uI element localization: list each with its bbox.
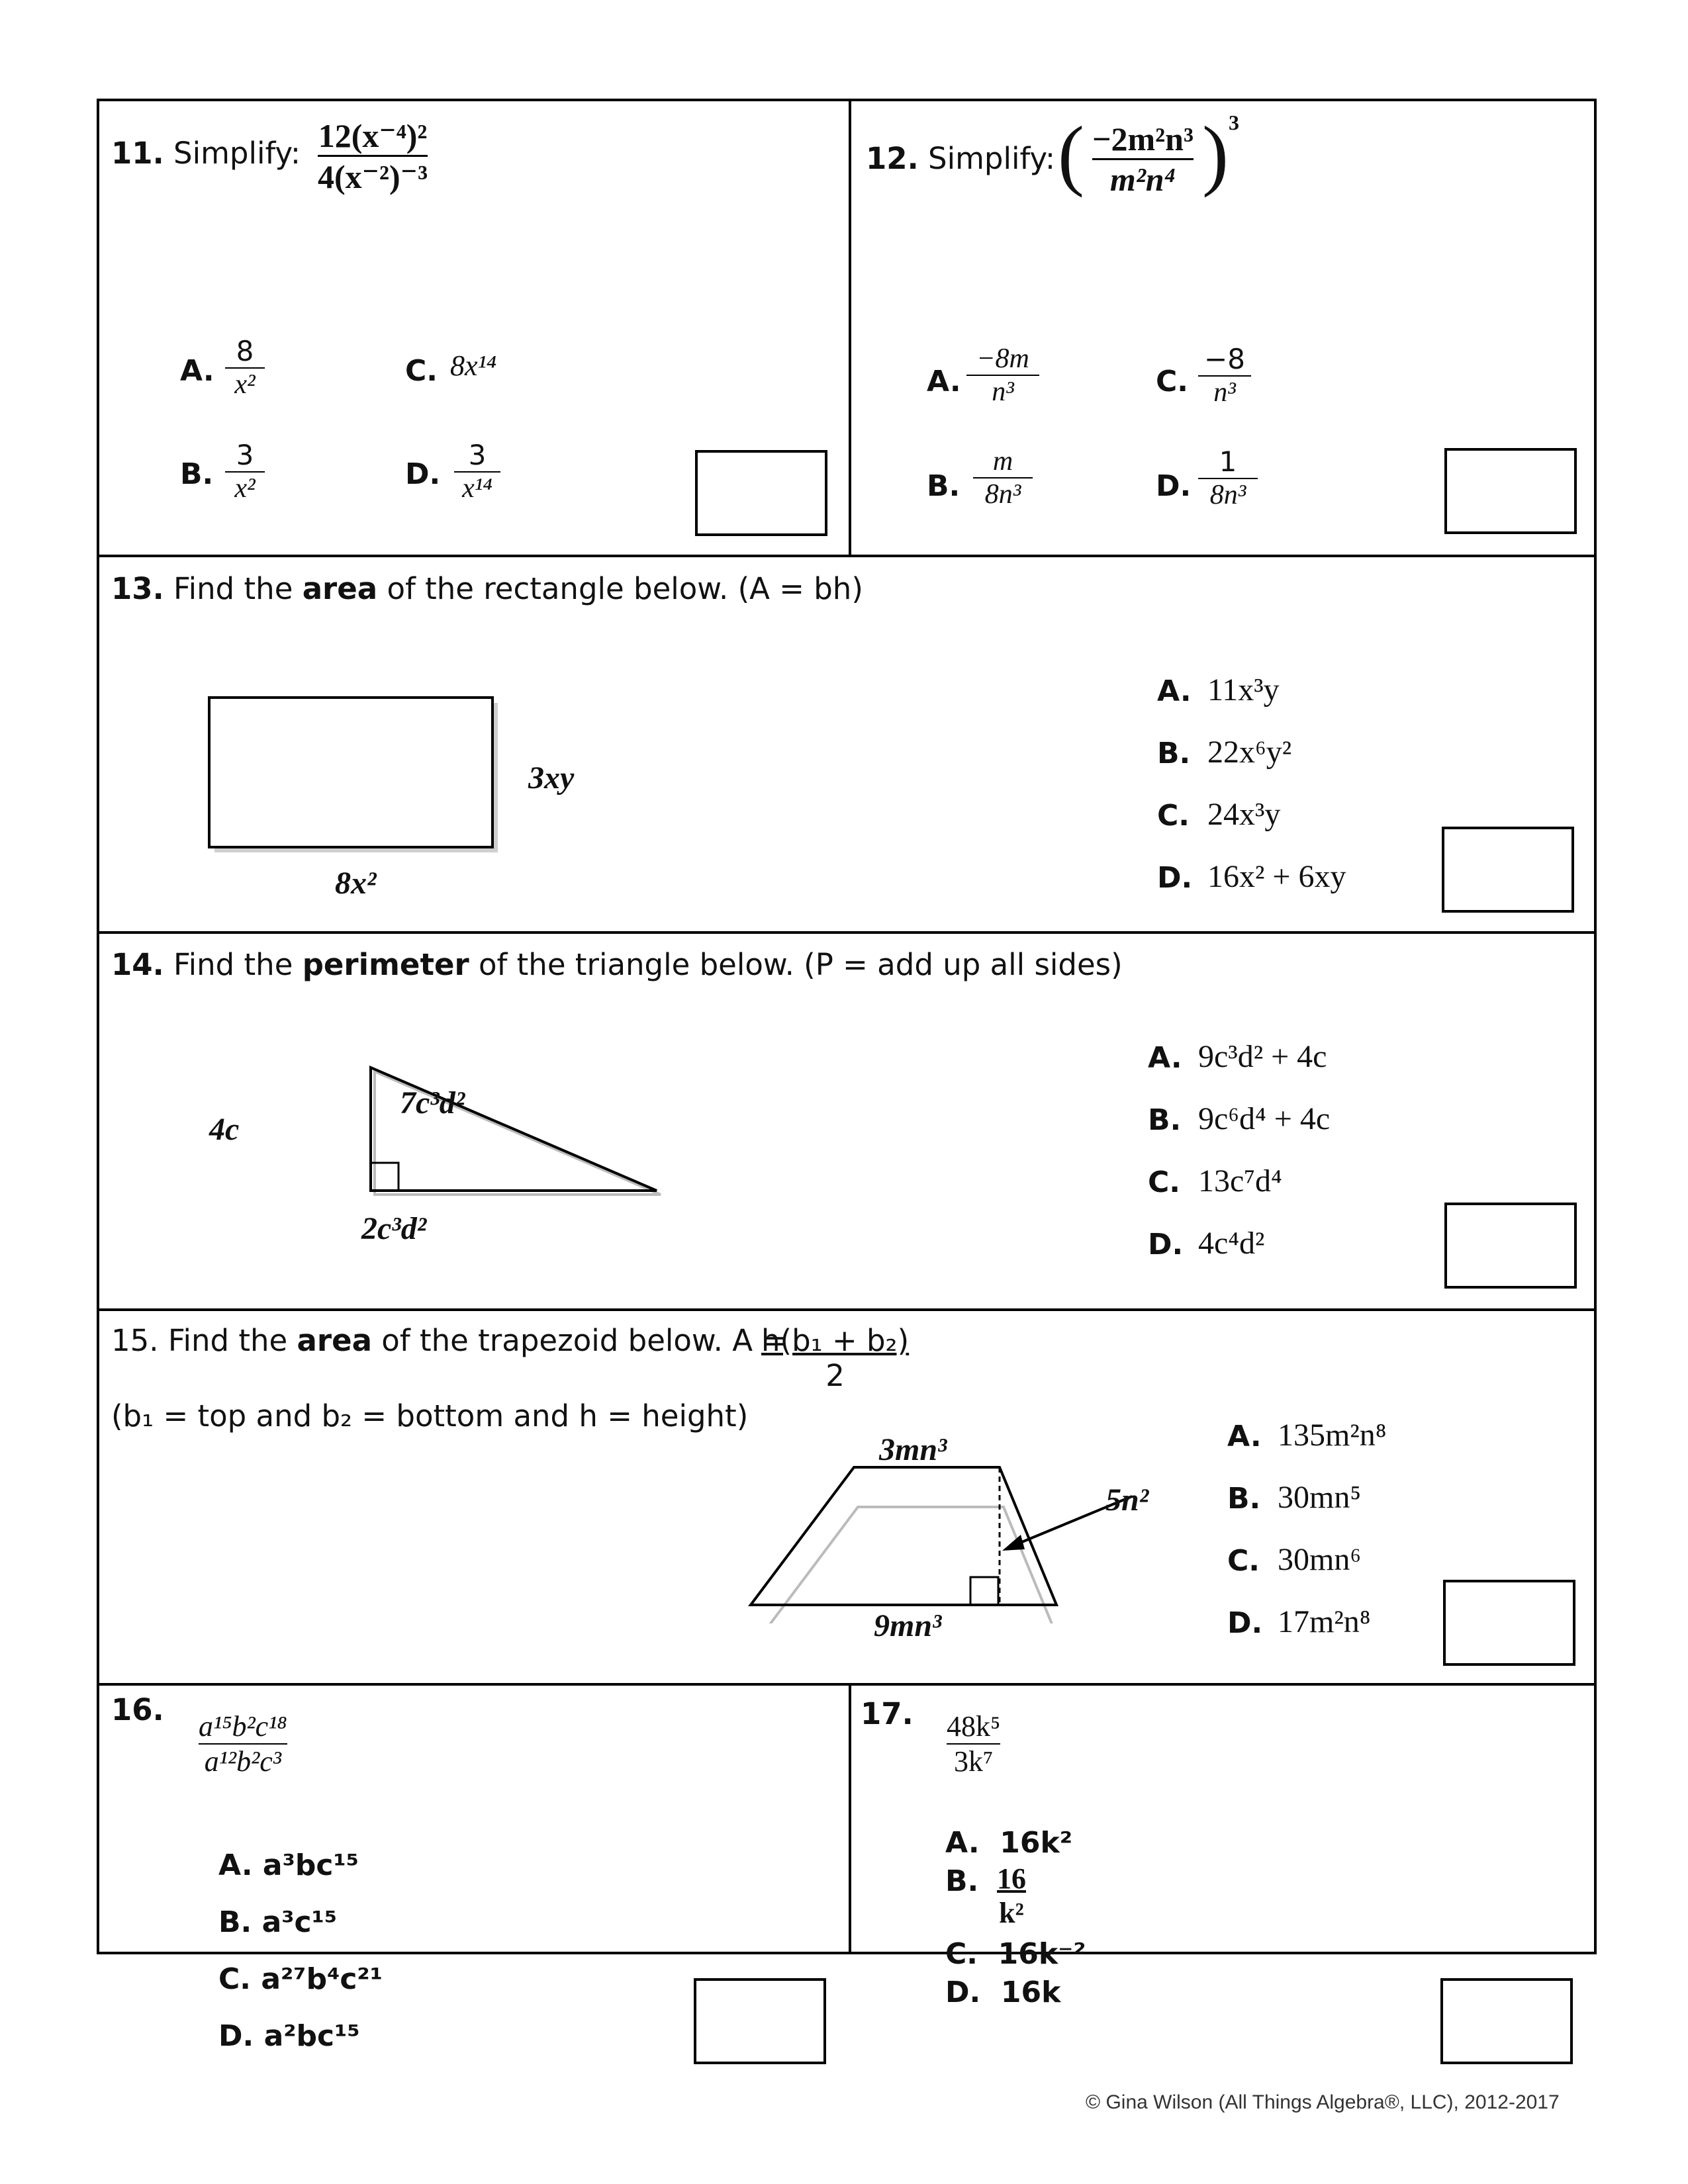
option-a-text[interactable]: 9c³d² + 4c — [1198, 1039, 1327, 1074]
option-text: a³c¹⁵ — [261, 1905, 338, 1939]
option-d-fraction[interactable] — [1198, 445, 1258, 511]
prompt-text: Find the — [173, 947, 303, 982]
numerator: m — [992, 446, 1013, 477]
option-label: A. — [945, 1826, 980, 1860]
numerator: −8m — [976, 343, 1029, 374]
numerator: 3 — [468, 439, 487, 471]
denominator: x¹⁴ — [462, 473, 492, 504]
triangle-figure — [265, 1061, 675, 1213]
formula-denominator: 2 — [825, 1358, 845, 1393]
prompt-text: of the rectangle below. (A = bh) — [377, 571, 863, 606]
option-a-fraction[interactable] — [225, 335, 265, 400]
expression-numerator: −2m²n³ — [1092, 120, 1194, 158]
expression-numerator: 12(x⁻⁴)² — [318, 117, 428, 154]
option-d-text[interactable]: 16x² + 6xy — [1207, 859, 1346, 894]
answer-box-17[interactable] — [1440, 1978, 1573, 2064]
option-b-label: B. — [1227, 1482, 1261, 1516]
expression-denominator: a¹²b²c³ — [204, 1745, 281, 1778]
trapezoid-bottom-label: 9mn³ — [874, 1608, 942, 1643]
option-c-text[interactable]: 13c⁷d⁴ — [1198, 1163, 1282, 1199]
trapezoid-top-label: 3mn³ — [879, 1432, 947, 1467]
answer-box-16[interactable] — [694, 1978, 826, 2064]
copyright-footer: © Gina Wilson (All Things Algebra®, LLC), 2012-2017 — [1086, 2091, 1560, 2113]
prompt-text: of the trapezoid below. A = — [372, 1323, 787, 1358]
option-a-label: A. — [180, 354, 214, 388]
triangle-hypotenuse-label: 7c³d² — [400, 1085, 465, 1120]
option-c-label: C. — [1156, 365, 1189, 398]
row-divider — [99, 1683, 1594, 1686]
option-b-text[interactable]: 9c⁶d⁴ + 4c — [1198, 1101, 1331, 1136]
option-text: a²⁷b⁴c²¹ — [261, 1962, 383, 1996]
option-label: D. — [218, 2019, 254, 2053]
option-label: B. — [218, 1905, 252, 1939]
row-divider — [99, 1308, 1594, 1311]
question-number: 17. — [861, 1696, 914, 1731]
right-angle-marker-icon — [970, 1577, 998, 1605]
option-a-label: A. — [1227, 1420, 1262, 1453]
left-paren-icon: ( — [1058, 110, 1084, 198]
rectangle-height-label: 3xy — [528, 760, 575, 796]
option-d-label: D. — [1156, 469, 1192, 503]
prompt-text: of the triangle below. (P = add up all sides) — [469, 947, 1123, 982]
expression-denominator: 4(x⁻²)⁻³ — [318, 158, 428, 195]
option-c[interactable] — [945, 1937, 1086, 1971]
option-b-label: B. — [180, 457, 214, 491]
option-c-text[interactable]: 30mn⁶ — [1278, 1542, 1362, 1577]
question-13-prompt — [111, 571, 863, 606]
option-c-label: C. — [405, 354, 438, 388]
formula-numerator: h(b₁ + b₂) — [761, 1323, 910, 1358]
right-paren-icon: ) — [1202, 110, 1229, 198]
option-a-fraction[interactable] — [966, 343, 1039, 408]
denominator: x² — [234, 369, 256, 400]
option-b-label: B. — [927, 469, 961, 503]
option-d-label: D. — [405, 457, 441, 491]
rectangle-shape — [209, 698, 492, 847]
column-divider — [849, 101, 851, 555]
expression-numerator: 48k⁵ — [947, 1710, 1001, 1743]
answer-box-13[interactable] — [1442, 827, 1574, 913]
option-a[interactable] — [218, 1848, 359, 1882]
answer-box-11[interactable] — [695, 450, 827, 536]
prompt-keyword: area — [297, 1323, 372, 1358]
option-d[interactable] — [945, 1976, 1060, 2009]
option-label: A. — [218, 1848, 253, 1882]
option-a-text[interactable]: 11x³y — [1207, 672, 1280, 707]
question-number: 12. — [866, 141, 919, 176]
arrow-head-icon — [1002, 1535, 1025, 1551]
row-divider — [99, 555, 1594, 557]
numerator: 8 — [236, 335, 254, 367]
option-a-label: A. — [1148, 1041, 1182, 1075]
option-text: 16k² — [1000, 1826, 1072, 1860]
option-b-text[interactable]: 30mn⁵ — [1278, 1480, 1362, 1515]
prompt-keyword: area — [302, 571, 378, 606]
question-number: 14. — [111, 947, 164, 982]
answer-box-12[interactable] — [1444, 448, 1577, 534]
question-11-expression — [318, 116, 428, 196]
option-b-fraction[interactable] — [997, 1862, 1026, 1931]
option-c-label: C. — [1157, 799, 1190, 833]
prompt-text: Simplify: — [173, 136, 301, 171]
option-b-label: B. — [1148, 1103, 1182, 1137]
answer-box-15[interactable] — [1443, 1580, 1575, 1666]
prompt-keyword: perimeter — [302, 947, 469, 982]
option-text: 16k⁻² — [998, 1937, 1086, 1971]
outer-exponent: 3 — [1229, 111, 1239, 134]
option-a-text[interactable]: 135m²n⁸ — [1278, 1418, 1387, 1453]
option-b-label: B. — [1157, 737, 1191, 770]
option-c-text[interactable]: 8x¹⁴ — [450, 349, 497, 382]
option-b-label: B. — [945, 1864, 979, 1898]
option-a-label: A. — [1157, 674, 1192, 708]
trapezoid-shape — [751, 1467, 1056, 1605]
option-label: D. — [945, 1976, 981, 2009]
triangle-bottom-label: 2c³d² — [361, 1211, 427, 1246]
numerator: 1 — [1219, 445, 1237, 478]
option-d[interactable] — [218, 2019, 360, 2053]
question-number: 11. — [111, 136, 164, 171]
option-label: C. — [945, 1937, 978, 1971]
option-text: a²bc¹⁵ — [263, 2019, 360, 2053]
option-a[interactable] — [945, 1826, 1072, 1860]
expression-numerator: a¹⁵b²c¹⁸ — [199, 1710, 287, 1743]
question-number: 16. — [111, 1692, 164, 1727]
rectangle-width-label: 8x² — [335, 866, 377, 901]
option-d-label: D. — [1148, 1228, 1184, 1261]
trapezoid-height-label: 5n² — [1105, 1482, 1149, 1518]
question-15-prompt — [111, 1323, 787, 1358]
numerator: 3 — [236, 439, 254, 471]
denominator: n³ — [992, 377, 1014, 407]
denominator: 8n³ — [1209, 480, 1246, 510]
option-b-fraction[interactable] — [973, 445, 1033, 510]
answer-box-14[interactable] — [1444, 1203, 1577, 1289]
option-c-label: C. — [1227, 1544, 1260, 1578]
prompt-text: Find the — [167, 1323, 297, 1358]
question-17-expression — [947, 1709, 1000, 1778]
rectangle-figure — [205, 694, 510, 859]
triangle-left-label: 4c — [209, 1112, 240, 1147]
prompt-text: Simplify: — [928, 141, 1056, 176]
denominator: x² — [234, 473, 256, 504]
numerator: 16 — [997, 1862, 1026, 1895]
option-d-fraction[interactable] — [454, 439, 500, 504]
option-c[interactable] — [218, 1962, 383, 1996]
denominator: k² — [999, 1897, 1024, 1929]
option-b-text[interactable]: 22x⁶y² — [1207, 735, 1292, 770]
question-11-prompt — [111, 136, 301, 171]
prompt-text: Find the — [173, 571, 303, 606]
expression-denominator: 3k⁷ — [954, 1745, 994, 1778]
row-divider — [99, 931, 1594, 934]
question-14-prompt — [111, 947, 1123, 982]
option-d-label: D. — [1157, 861, 1193, 895]
expression-denominator: m²n⁴ — [1109, 161, 1176, 198]
numerator: −8 — [1204, 343, 1245, 375]
option-label: C. — [218, 1962, 252, 1996]
option-c-label: C. — [1148, 1165, 1181, 1199]
option-c-text[interactable]: 24x³y — [1207, 797, 1281, 832]
question-16-expression — [199, 1709, 287, 1778]
option-d-text[interactable]: 17m²n⁸ — [1278, 1604, 1371, 1639]
question-12-prompt — [866, 141, 1055, 176]
denominator: n³ — [1213, 377, 1236, 408]
option-text: a³bc¹⁵ — [262, 1848, 359, 1882]
area-formula — [761, 1323, 909, 1393]
question-number: 13. — [111, 571, 164, 606]
option-a-label: A. — [927, 365, 961, 398]
option-d-text[interactable]: 4c⁴d² — [1198, 1226, 1265, 1261]
option-b-fraction[interactable] — [225, 439, 265, 504]
option-d-label: D. — [1227, 1606, 1263, 1640]
denominator: 8n³ — [984, 479, 1021, 510]
column-divider — [849, 1683, 851, 1952]
trapezoid-figure — [735, 1458, 1225, 1623]
option-text: 16k — [1000, 1976, 1061, 2009]
question-12-expression — [1092, 120, 1194, 199]
option-c-fraction[interactable] — [1198, 343, 1251, 408]
option-b[interactable] — [218, 1905, 337, 1939]
worksheet-table — [97, 99, 1597, 2053]
question-15-legend: (b₁ = top and b₂ = bottom and h = height) — [111, 1398, 749, 1433]
question-number: 15. — [111, 1323, 159, 1358]
